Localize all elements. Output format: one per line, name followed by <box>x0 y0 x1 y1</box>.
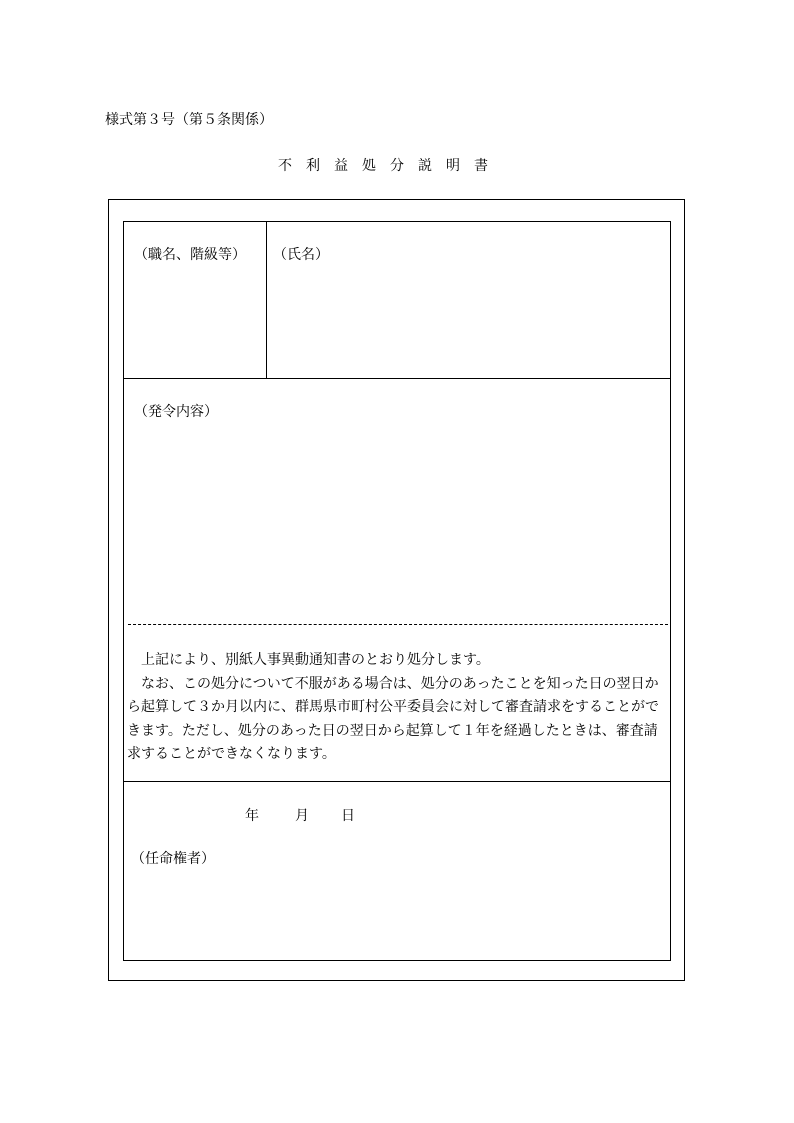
date-year: 年 <box>245 808 259 824</box>
form-number: 様式第３号（第５条関係） <box>105 112 273 128</box>
position-label: （職名、階級等） <box>134 247 246 263</box>
appointer-label: （任命権者） <box>131 851 215 867</box>
notice-row-divider <box>123 781 671 782</box>
name-label: （氏名） <box>273 247 329 263</box>
content-label: （発令内容） <box>134 404 218 420</box>
notice-text <box>127 649 669 767</box>
date-month: 月 <box>295 808 309 824</box>
dashed-separator <box>128 624 668 625</box>
name-column-divider <box>266 221 267 378</box>
date-day: 日 <box>341 808 355 824</box>
notice-line-2: なお、この処分について不服がある場合は、処分のあったことを知った日の翌日から起算して３か月以内に、群馬県市町村公平委員会に対して審査請求をすることができます。ただし、処分のあった日の翌日から起算して１年を経過したときは、審査請求することができなくなります。 <box>127 675 659 762</box>
notice-line-1: 上記により、別紙人事異動通知書のとおり処分します。 <box>141 652 490 668</box>
document-title: 不利益処分説明書 <box>278 158 502 174</box>
header-row-divider <box>123 378 671 379</box>
